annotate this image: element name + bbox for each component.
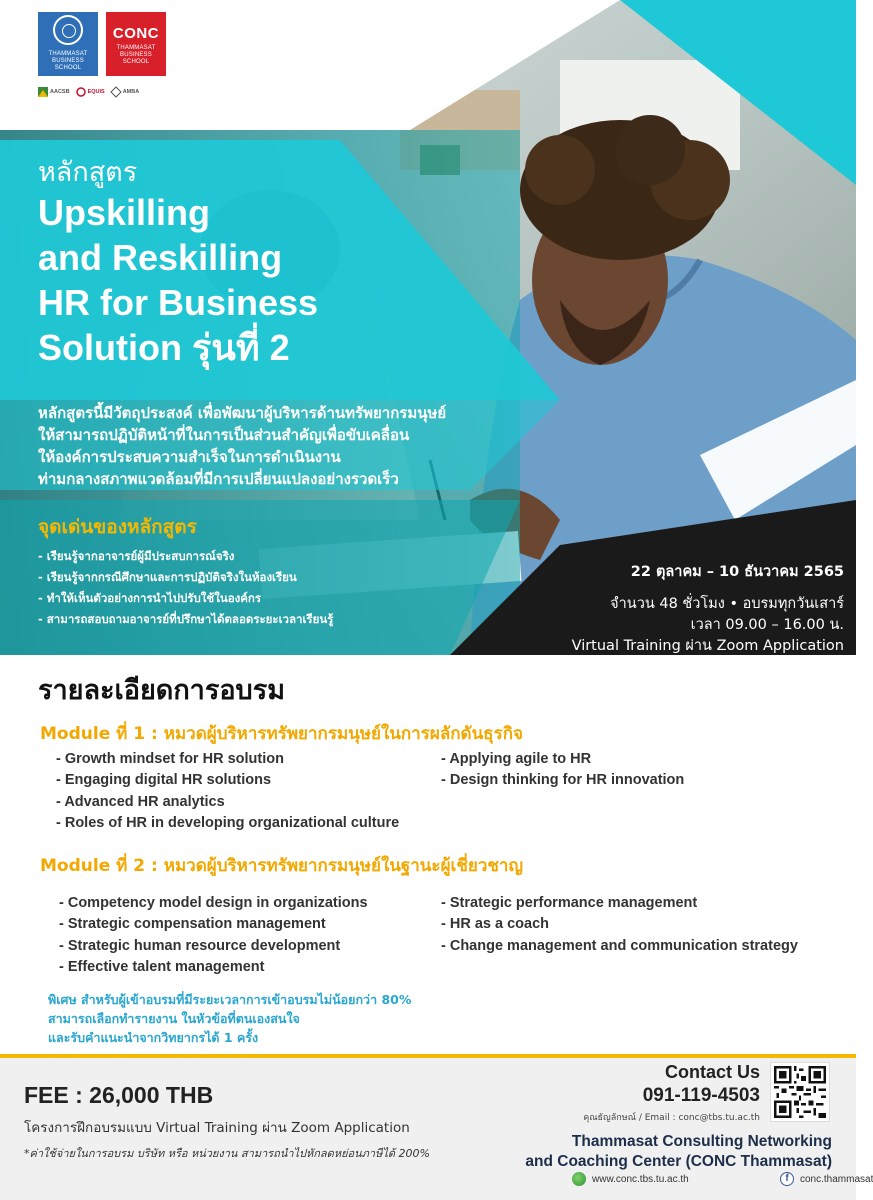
equis-badge <box>76 87 105 97</box>
module-topic: - Competency model design in organizations <box>59 895 368 911</box>
module-1-topics-left <box>56 749 399 834</box>
facebook-link[interactable] <box>780 1172 873 1186</box>
fee-tax-note: *ค่าใช้จ่ายในการอบรม บริษัท หรือ หน่วยงาน สามารถนำไปหักลดหย่อนภาษีได้ 200% <box>24 1147 430 1160</box>
contact-label: Contact Us <box>664 1062 760 1082</box>
highlights-title: จุดเด่นของหลักสูตร <box>38 516 197 538</box>
globe-icon <box>572 1172 586 1186</box>
module-1-title: Module ที่ 1 : หมวดผู้บริหารทรัพยากรมนุษย์ในการผลักดันธุรกิจ <box>40 724 523 744</box>
footer-links <box>572 1172 873 1186</box>
website-text: www.conc.tbs.tu.ac.th <box>592 1173 689 1185</box>
facebook-icon: f <box>780 1172 794 1186</box>
module-1-topics-right <box>441 749 684 792</box>
module-topic: - HR as a coach <box>441 916 549 933</box>
amba-label: AMBA <box>122 89 140 95</box>
highlight-item: - ทำให้เห็นตัวอย่างการนำไปปรับใช้ในองค์กร <box>38 591 262 605</box>
module-topic: - Roles of HR in developing organizational culture <box>56 814 400 831</box>
contact-phone[interactable]: 091-119-4503 <box>642 1085 760 1106</box>
objective-line: ท่ามกลางสภาพแวดล้อมที่มีการเปลี่ยนแปลงอย่างรวดเร็ว <box>38 470 399 488</box>
conc-logo-text: THAMMASAT BUSINESS SCHOOL <box>116 44 156 65</box>
highlights-list <box>38 546 333 630</box>
highlight-item: - สามารถสอบถามอาจารย์ที่ปรึกษาได้ตลอดระยะเวลาเรียนรู้ <box>38 612 334 626</box>
special-note-line: และรับคำแนะนำจากวิทยากรได้ 1 ครั้ง <box>48 1030 259 1045</box>
facebook-text: conc.thammasat <box>800 1173 873 1185</box>
highlight-item: - เรียนรู้จากอาจารย์ผู้มีประสบการณ์จริง <box>38 549 235 563</box>
equis-label: EQUIS <box>87 89 105 95</box>
module-2-topics-right <box>441 893 798 957</box>
footer <box>0 1054 873 1200</box>
organization-line: and Coaching Center (CONC Thammasat) <box>525 1153 832 1170</box>
module-topic: - Strategic performance management <box>441 895 698 911</box>
objective-line: ให้องค์การประสบความสำเร็จในการดำเนินงาน <box>38 448 341 466</box>
special-note-line: พิเศษ สำหรับผู้เข้าอบรมที่มีระยะเวลาการเข้าอบรมไม่น้อยกว่า 80% <box>48 992 412 1007</box>
organization-name <box>525 1132 832 1172</box>
contact-email[interactable]: คุณธัญลักษณ์ / Email : conc@tbs.tu.ac.th <box>583 1113 760 1123</box>
module-topic: - Change management and communication strategy <box>441 937 798 954</box>
qr-code-icon[interactable] <box>770 1062 830 1122</box>
module-topic: - Advanced HR analytics <box>56 793 225 810</box>
aacsb-badge <box>38 87 70 97</box>
special-note-line: สามารถเลือกทำรายงาน ในหัวข้อที่ตนเองสนใจ <box>48 1011 300 1026</box>
thammasat-seal-icon <box>53 15 83 45</box>
module-topic: - Effective talent management <box>59 958 265 975</box>
thammasat-business-school-logo <box>38 12 98 76</box>
module-topic: - Applying agile to HR <box>441 751 592 767</box>
course-hours: จำนวน 48 ชั่วโมง • อบรมทุกวันเสาร์ <box>610 596 844 612</box>
objective-line: หลักสูตรนี้มีวัตถุประสงค์ เพื่อพัฒนาผู้บริหารด้านทรัพยากรมนุษย์ <box>38 404 447 422</box>
module-2-title: Module ที่ 2 : หมวดผู้บริหารทรัพยากรมนุษย์ในฐานะผู้เชี่ยวชาญ <box>40 856 523 876</box>
conc-logo-title: CONC <box>112 24 160 42</box>
amba-icon <box>111 87 121 97</box>
course-label: หลักสูตร <box>38 157 138 188</box>
course-schedule <box>424 594 844 657</box>
course-dates: 22 ตุลาคม – 10 ธันวาคม 2565 <box>630 564 844 580</box>
module-topic: - Growth mindset for HR solution <box>56 751 284 767</box>
module-topic: - Strategic human resource development <box>59 937 341 954</box>
contact-block <box>583 1062 760 1124</box>
course-objective <box>38 402 638 490</box>
conc-logo <box>106 12 166 76</box>
accreditation-badges <box>38 87 139 97</box>
tbs-logo-text: THAMMASAT BUSINESS SCHOOL <box>48 51 88 71</box>
organization-line: Thammasat Consulting Networking <box>571 1133 832 1150</box>
aacsb-label: AACSB <box>50 89 70 95</box>
amba-badge <box>111 87 140 97</box>
logo-group <box>38 12 178 107</box>
course-title-line: and Reskilling <box>38 237 283 278</box>
module-2-topics-left <box>59 893 368 978</box>
module-topic: - Strategic compensation management <box>59 916 326 933</box>
special-note <box>48 990 411 1047</box>
website-link[interactable] <box>572 1172 772 1186</box>
course-mode: Virtual Training ผ่าน Zoom Application <box>571 638 844 654</box>
module-topic: - Engaging digital HR solutions <box>56 772 272 789</box>
aacsb-icon <box>38 87 48 97</box>
course-fee: FEE : 26,000 THB <box>24 1082 214 1108</box>
objective-line: ให้สามารถปฏิบัติหน้าที่ในการเป็นส่วนสำคัญเพื่อขับเคลื่อน <box>38 426 410 444</box>
footer-divider <box>0 1054 856 1058</box>
details-title: รายละเอียดการอบรม <box>38 675 285 706</box>
course-time: เวลา 09.00 – 16.00 น. <box>690 617 844 633</box>
course-title-line: Solution รุ่นที่ 2 <box>38 327 290 368</box>
fee-subtitle: โครงการฝึกอบรมแบบ Virtual Training ผ่าน Zoom Application <box>24 1120 410 1136</box>
course-title-line: Upskilling <box>38 192 211 233</box>
course-title <box>38 190 458 370</box>
module-topic: - Design thinking for HR innovation <box>441 772 685 789</box>
equis-icon <box>76 87 86 97</box>
highlight-item: - เรียนรู้จากกรณีศึกษาและการปฏิบัติจริงในห้องเรียน <box>38 570 297 584</box>
course-title-line: HR for Business <box>38 282 319 323</box>
